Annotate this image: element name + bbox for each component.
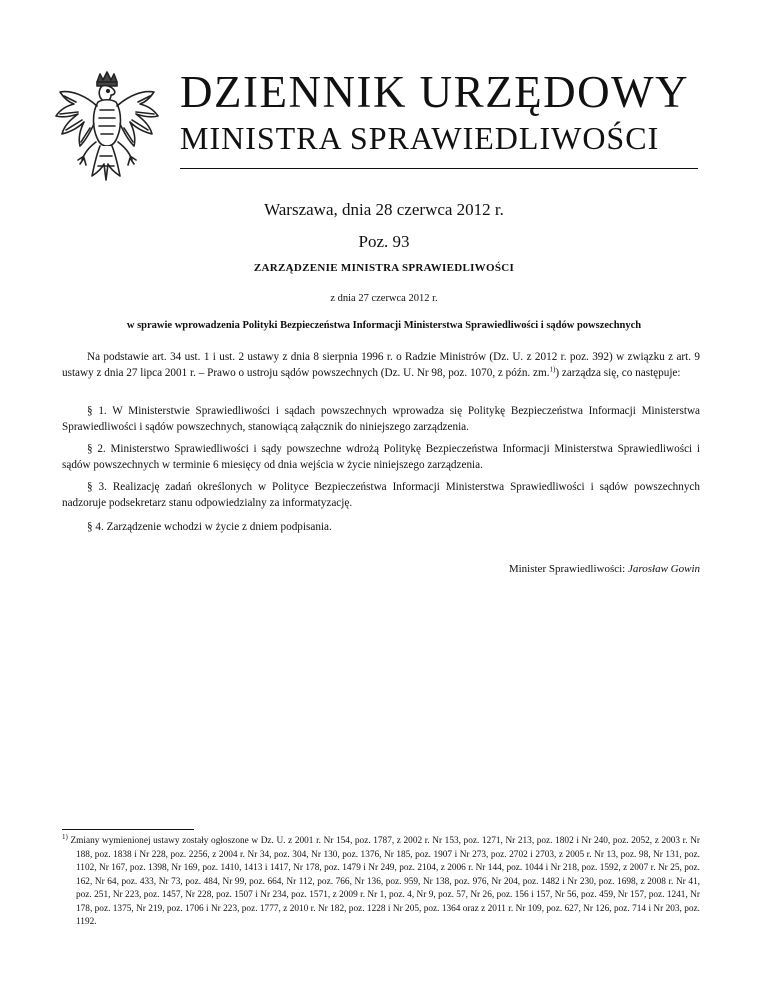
journal-subtitle: MINISTRA SPRAWIEDLIWOŚCI: [180, 120, 660, 156]
section-4-text: § 4. Zarządzenie wchodzi w życie z dniem podpisania.: [87, 521, 332, 533]
legal-basis-paragraph: [62, 350, 700, 381]
footnote-reference[interactable]: 1): [549, 364, 556, 373]
section-3: [62, 480, 700, 511]
signature-name: Jarosław Gowin: [627, 563, 700, 575]
section-3-text: § 3. Realizację zadań określonych w Polityce Bezpieczeństwa Informacji Ministerstwa Sprawiedliwości i sądów powszechnych nadzoruje podsekretarz stanu odpowiedzialny za informatyzację.: [62, 481, 700, 509]
place-and-date: Warszawa, dnia 28 czerwca 2012 r.: [264, 200, 504, 219]
header-divider: [180, 168, 698, 169]
section-4: [62, 520, 700, 536]
footnote-divider: [62, 829, 194, 830]
signature-role: Minister Sprawiedliwości:: [508, 563, 628, 575]
legal-basis-text-end: ) zarządza się, co następuje:: [555, 366, 681, 379]
section-1: [62, 404, 700, 435]
footnote-text: Zmiany wymienionej ustawy zostały ogłoszone w Dz. U. z 2001 r. Nr 154, poz. 1787, z 2002 r. Nr 153, poz. 1271, Nr 213, poz. 1802 i Nr 240, poz. 2052, z 2003 r. Nr 188, poz. 1838 i Nr 228, poz. 2256, z 2004 r. Nr 34, poz. 304, Nr 130, poz. 1376, Nr 185, poz. 1907 i Nr 273, poz. 2702 i 2703, z 2005 r. Nr 13, poz. 98, Nr 131, poz. 1102, Nr 167, poz. 1398, Nr 169, poz. 1410, 1413 i 1417, Nr 178, poz. 1479 i Nr 249, poz. 2104, z 2006 r. Nr 144, poz. 1044 i Nr 218, poz. 1592, z 2007 r. Nr 25, poz. 162, Nr 64, poz. 433, Nr 73, poz. 484, Nr 99, poz. 664, Nr 112, poz. 766, Nr 136, poz. 959, Nr 138, poz. 976, Nr 204, poz. 1482 i Nr 230, poz. 1698, z 2008 r. Nr 41, poz. 251, Nr 223, poz. 1457, Nr 228, poz. 1507 i Nr 234, poz. 1571, z 2009 r. Nr 1, poz. 4, Nr 9, poz. 57, Nr 26, poz. 156 i 157, Nr 56, poz. 459, Nr 157, poz. 1241, Nr 178, poz. 1375, Nr 219, poz. 1706 i Nr 223, poz. 1777, z 2010 r. Nr 182, poz. 1228 i Nr 205, poz. 1364 oraz z 2011 r. Nr 109, poz. 627, Nr 126, poz. 714 i Nr 203, poz. 1192.: [70, 836, 700, 927]
footnote: [62, 832, 700, 930]
section-2-text: § 2. Ministerstwo Sprawiedliwości i sądy powszechne wdrożą Politykę Bezpieczeństwa Informacji Ministerstwa Sprawiedliwości i sądów powszechnych w terminie 6 miesięcy od dnia wejścia w życie niniejszego zarządzenia.: [62, 443, 700, 471]
act-date: z dnia 27 czerwca 2012 r.: [330, 293, 438, 304]
act-title: ZARZĄDZENIE MINISTRA SPRAWIEDLIWOŚCI: [253, 262, 515, 274]
section-2: [62, 442, 700, 473]
act-subject: w sprawie wprowadzenia Polityki Bezpieczeństwa Informacji Ministerstwa Sprawiedliwości i sądów powszechnych: [126, 320, 642, 331]
signature-line: [62, 563, 700, 575]
journal-title: DZIENNIK URZĘDOWY: [180, 67, 690, 117]
section-1-text: § 1. W Ministerstwie Sprawiedliwości i sądach powszechnych wprowadza się Politykę Bezpieczeństwa Informacji Ministerstwa Sprawiedliwości i sądów powszechnych, stanowiącą załącznik do niniejszego zarządzenia.: [62, 405, 700, 433]
position-number: Poz. 93: [358, 232, 410, 251]
legal-basis-text: Na podstawie art. 34 ust. 1 i ust. 2 ustawy z dnia 8 sierpnia 1996 r. o Radzie Ministrów (Dz. U. z 2012 r. poz. 392) w związku z art. 9 ustawy z dnia 27 lipca 2001 r. – Prawo o ustroju sądów powszechnych (Dz. U. Nr 98, poz. 1070, z późn. zm.: [62, 351, 700, 379]
footnote-marker: 1): [62, 832, 68, 841]
white-eagle-emblem-icon: [48, 68, 166, 198]
